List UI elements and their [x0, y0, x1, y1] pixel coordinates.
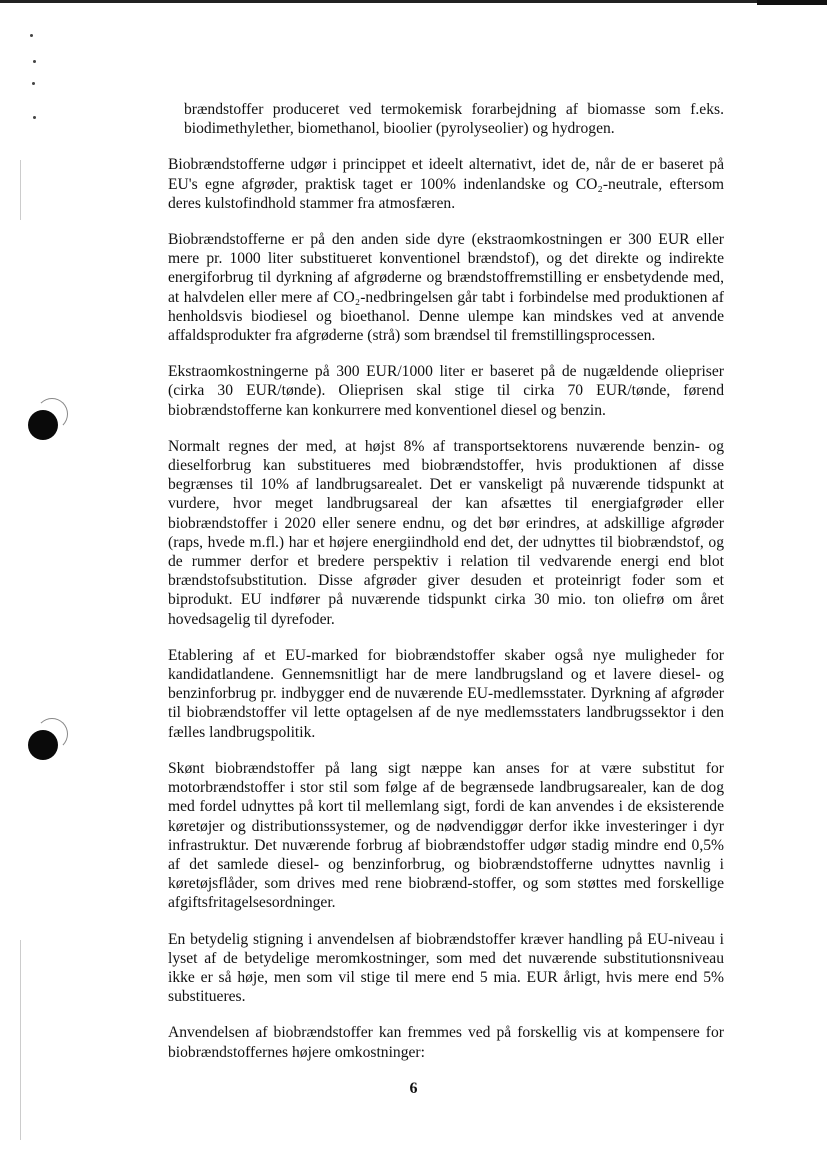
top-border-rule — [0, 0, 827, 3]
paragraph-oil-prices: Ekstraomkostningerne på 300 EUR/1000 liter er baseret på de nugældende oliepriser (cirka 30 EUR/tønde). Olieprisen skal stige til cirka 70 EUR/tønde, førend biobrændstofferne kan konkurrere med konventionel diesel og benzin. — [168, 363, 724, 419]
paragraph-substitution-share: Normalt regnes der med, at højst 8% af transportsektorens nuværende benzin- og dieselforbrug kan substitueres med biobrændstoffer, hvis produktionen af disse begrænses til 10% af landbrugsarealet. Det er vanskeligt på nuværende tidspunkt at vurdere, hvor meget landbrugsareal der kan afsættes til energiafgrøder eller biobrændstoffer i 2020 eller senere endnu, og det bør erindres, at adskillige afgrøder (raps, hvede m.fl.) har et højere energiindhold end det, der udnyttes til biobrændstof, og de rummer derfor et bredere perspektiv i relation til vedvarende energi end blot brændstofsubstitution. Disse afgrøder giver desuden et proteinrigt foder som et biprodukt. EU indfører på nuværende tidspunkt cirka 30 mio. ton oliefrø om året hovedsagelig til dyrefoder. — [168, 437, 724, 628]
paragraph-short-term-use: Skønt biobrændstoffer på lang sigt næppe kan anses for at være substitut for motorbrændstoffer i stor stil som følge af de begrænsede landbrugsarealer, kan de dog med fordel udnyttes på kort til mellemlang sigt, fordi de kan anvendes i de eksisterende køretøjer og distributionssystemer, og de nødvendiggør derfor ikke investeringer i dyr infrastruktur. Det nuværende forbrug af biobrændstoffer udgør stadig mindre end 0,5% af det samlede diesel- og benzinforbrug, og biobrændstofferne udnyttes navnlig i køretøjsflåder, som drives med rene biobrænd-stoffer, og som støttes med forskellige afgiftsfritagelsesordninger. — [168, 759, 724, 912]
punch-hole-shadow — [36, 398, 68, 430]
paragraph-eu-market: Etablering af et EU-marked for biobrændstoffer skaber også nye muligheder for kandidatlandene. Gennemsnitligt har de mere landbrugsland og et lavere diesel- og benzinforbrug pr. indbygger end de nuværende EU-medlemsstater. Dyrkning af afgrøder til biobrændstoffer vil lette optagelsen af de nye medlemsstaters landbrugssektor i den fælles landbrugspolitik. — [168, 646, 724, 741]
paragraph-promotion: Anvendelsen af biobrændstoffer kan fremmes ved på forskellig vis at kompensere for biobrændstoffernes højere omkostninger: — [168, 1024, 724, 1061]
scan-edge-mark — [20, 160, 21, 220]
scan-speck — [33, 116, 36, 119]
punch-hole-shadow — [36, 718, 68, 750]
paragraph-ideal-alternative: Biobrændstofferne udgør i princippet et ideelt alternativt, idet de, når de er baseret på EU's egne afgrøder, praktisk taget er 100% indenlandske og CO₂-neutrale, eftersom deres kulstofindhold stammer fra atmosfæren. — [168, 156, 724, 212]
scan-speck — [32, 82, 35, 85]
paragraph-eu-action: En betydelig stigning i anvendelsen af biobrændstoffer kræver handling på EU-niveau i lyset af de betydelige meromkostninger, som med det nuværende substitutionsniveau ikke er så høje, men som vil stige til mere end 5 mia. EUR årligt, hvis mere end 5% substitueres. — [168, 930, 724, 1006]
document-body — [168, 100, 724, 1079]
scan-edge-mark — [20, 940, 21, 1140]
scan-speck — [33, 60, 36, 63]
scan-speck — [30, 34, 33, 37]
page-number: 6 — [409, 1080, 418, 1097]
paragraph-costs: Biobrændstofferne er på den anden side dyre (ekstraomkostningen er 300 EUR eller mere pr. 1000 liter substitueret konventionel brændstof), og det direkte og indirekte energiforbrug til dyrkning af afgrøderne og brændstoffremstilling er ensbetydende med, at halvdelen eller mere af CO₂-nedbringelsen går tabt i forbindelse med produktionen af henholdsvis biodiesel og bioethanol. Denne ulempe kan mindskes ved at anvende affaldsprodukter fra afgrøderne (strå) som brændsel til fremstillingsprocessen. — [168, 231, 724, 345]
top-border-rule-end — [757, 0, 827, 5]
paragraph-continuation: brændstoffer produceret ved termokemisk forarbejdning af biomasse som f.eks. biodimethylether, biomethanol, bioolier (pyrolyseolier) og hydrogen. — [184, 101, 724, 138]
